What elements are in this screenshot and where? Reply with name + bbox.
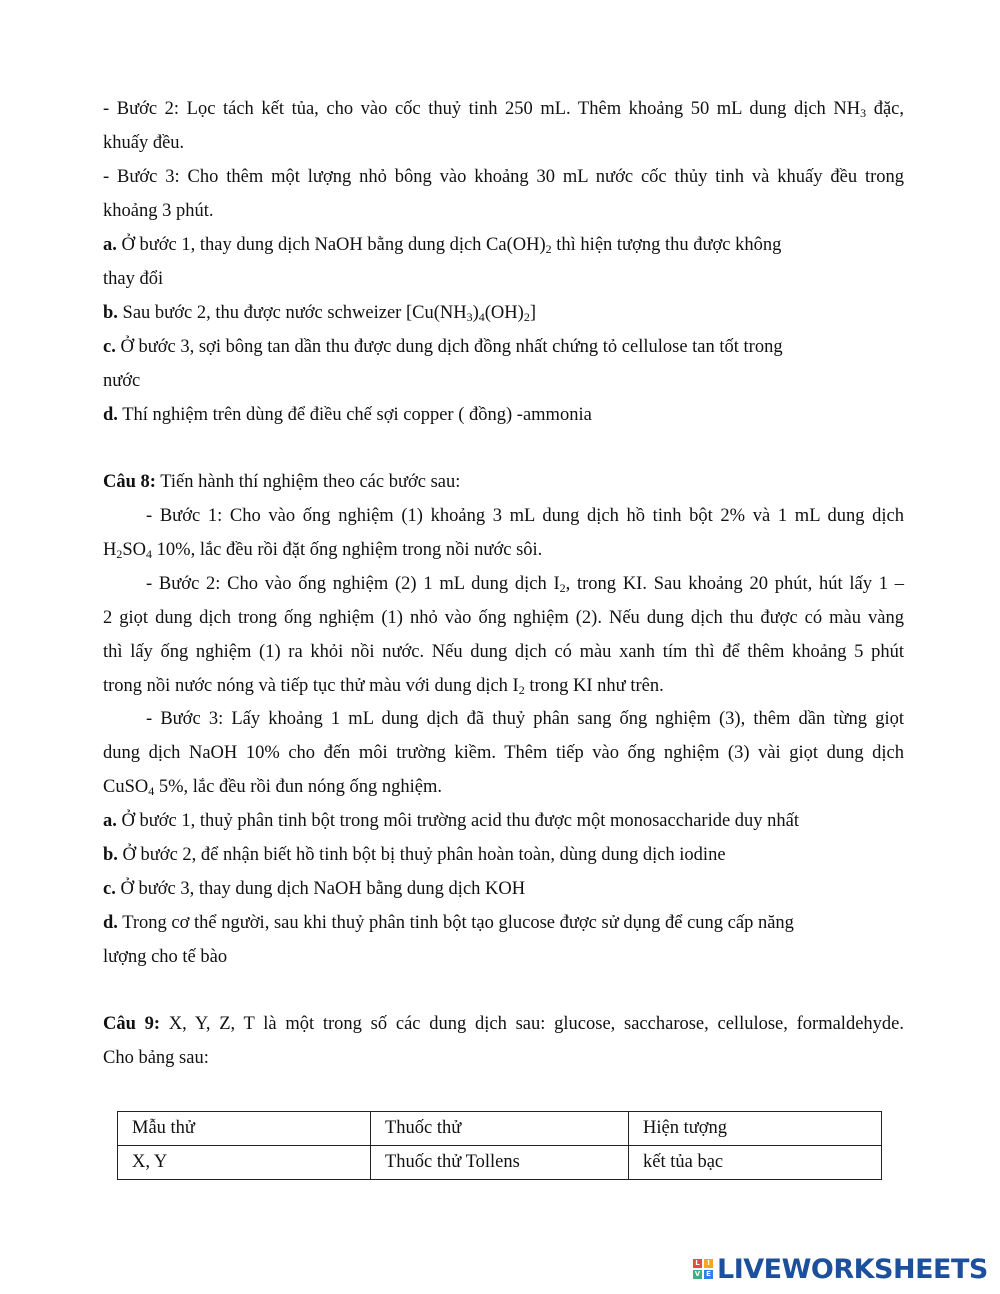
- q8-step3-cont1: dung dịch NaOH 10% cho đến môi trường kiềm. Thêm tiếp vào ống nghiệm (3) vài giọt dung dịch: [103, 743, 904, 763]
- q7-option-a: a. Ở bước 1, thay dung dịch NaOH bằng dung dịch $Ca(OH)_2$ thì hiện tượng thu được không: [103, 235, 782, 256]
- table-cell: Thuốc thử Tollens: [371, 1146, 629, 1180]
- table-cell: kết tủa bạc: [629, 1146, 882, 1180]
- reagent-table: [117, 1111, 882, 1180]
- table-header-cell: Thuốc thử: [371, 1112, 629, 1146]
- q8-step1: - Bước 1: Cho vào ống nghiệm (1) khoảng 3 mL dung dịch hồ tinh bột 2% và 1 mL dung dịch: [146, 506, 904, 526]
- q8-option-d-cont: lượng cho tế bào: [103, 947, 228, 967]
- q8-step2-cont2: thì lấy ống nghiệm (1) ra khỏi nồi nước. Nếu dung dịch có màu xanh tím thì để thêm khoảng 5 phút: [103, 642, 904, 662]
- q8-step2: - Bước 2: Cho vào ống nghiệm (2) 1 mL dung dịch $I_2$, trong KI. Sau khoảng 20 phút, hút lấy 1 –: [146, 574, 904, 595]
- q7-option-c: c. Ở bước 3, sợi bông tan dần thu được dung dịch đồng nhất chứng tỏ cellulose tan tốt trong: [103, 337, 783, 357]
- liveworksheets-logo-text: LIVEWORKSHEETS: [717, 1253, 988, 1285]
- table-header-row: [118, 1112, 882, 1146]
- q9-title-cont: Cho bảng sau:: [103, 1048, 209, 1068]
- step2-line-cont: khuấy đều.: [103, 133, 185, 153]
- table-row: [118, 1146, 882, 1180]
- step3-line-cont: khoảng 3 phút.: [103, 201, 214, 221]
- q8-step3: - Bước 3: Lấy khoảng 1 mL dung dịch đã thuỷ phân sang ống nghiệm (3), thêm dần từng giọt: [146, 709, 904, 729]
- q8-step3-cont2: CuSO$_4$ 5%, lắc đều rồi đun nóng ống nghiệm.: [103, 777, 442, 798]
- step3-line: - Bước 3: Cho thêm một lượng nhỏ bông vào khoảng 30 mL nước cốc thủy tinh và khuấy đều trong: [103, 167, 904, 187]
- q8-option-c: c. Ở bước 3, thay dung dịch NaOH bằng dung dịch KOH: [103, 879, 526, 899]
- q8-title: Câu 8: Tiến hành thí nghiệm theo các bước sau:: [103, 472, 461, 492]
- q8-option-b: b. Ở bước 2, để nhận biết hồ tinh bột bị thuỷ phân hoàn toàn, dùng dung dịch iodine: [103, 845, 726, 865]
- logo-tile-icon: E: [704, 1270, 713, 1279]
- q8-option-a: a. Ở bước 1, thuỷ phân tinh bột trong môi trường acid thu được một monosaccharide duy nhất: [103, 811, 800, 831]
- table-cell: X, Y: [118, 1146, 371, 1180]
- q9-title: Câu 9: X, Y, Z, T là một trong số các dung dịch sau: glucose, saccharose, cellulose, formaldehyde.: [103, 1014, 904, 1034]
- step2-line: - Bước 2: Lọc tách kết tủa, cho vào cốc thuỷ tinh 250 mL. Thêm khoảng 50 mL dung dịch $NH_3$ đặc,: [103, 99, 904, 120]
- q7-option-d: d. Thí nghiệm trên dùng để điều chế sợi copper ( đồng) -ammonia: [103, 405, 592, 425]
- table-header-cell: Mẫu thử: [118, 1112, 371, 1146]
- q7-option-b: b. Sau bước 2, thu được nước schweizer $[Cu(NH_3)_4(OH)_2]$: [103, 303, 536, 324]
- liveworksheets-logo[interactable]: [693, 1252, 988, 1286]
- q8-step2-cont3: trong nồi nước nóng và tiếp tục thử màu với dung dịch $I_2$ trong KI như trên.: [103, 676, 664, 697]
- q8-step1-cont: $H_2SO_4$ 10%, lắc đều rồi đặt ống nghiệm trong nồi nước sôi.: [103, 540, 543, 561]
- logo-tile-icon: I: [704, 1259, 713, 1268]
- q8-step2-cont1: 2 giọt dung dịch trong ống nghiệm (1) nhỏ vào ống nghiệm (2). Nếu dung dịch thu được có màu vàng: [103, 608, 904, 628]
- q7-option-c-cont: nước: [103, 371, 141, 391]
- q8-option-d: d. Trong cơ thể người, sau khi thuỷ phân tinh bột tạo glucose được sử dụng để cung cấp năng: [103, 913, 794, 933]
- q7-option-a-cont: thay đổi: [103, 269, 164, 289]
- logo-tile-icon: L: [693, 1259, 702, 1268]
- liveworksheets-logo-icon: [693, 1259, 713, 1279]
- table-header-cell: Hiện tượng: [629, 1112, 882, 1146]
- logo-tile-icon: V: [694, 1270, 701, 1278]
